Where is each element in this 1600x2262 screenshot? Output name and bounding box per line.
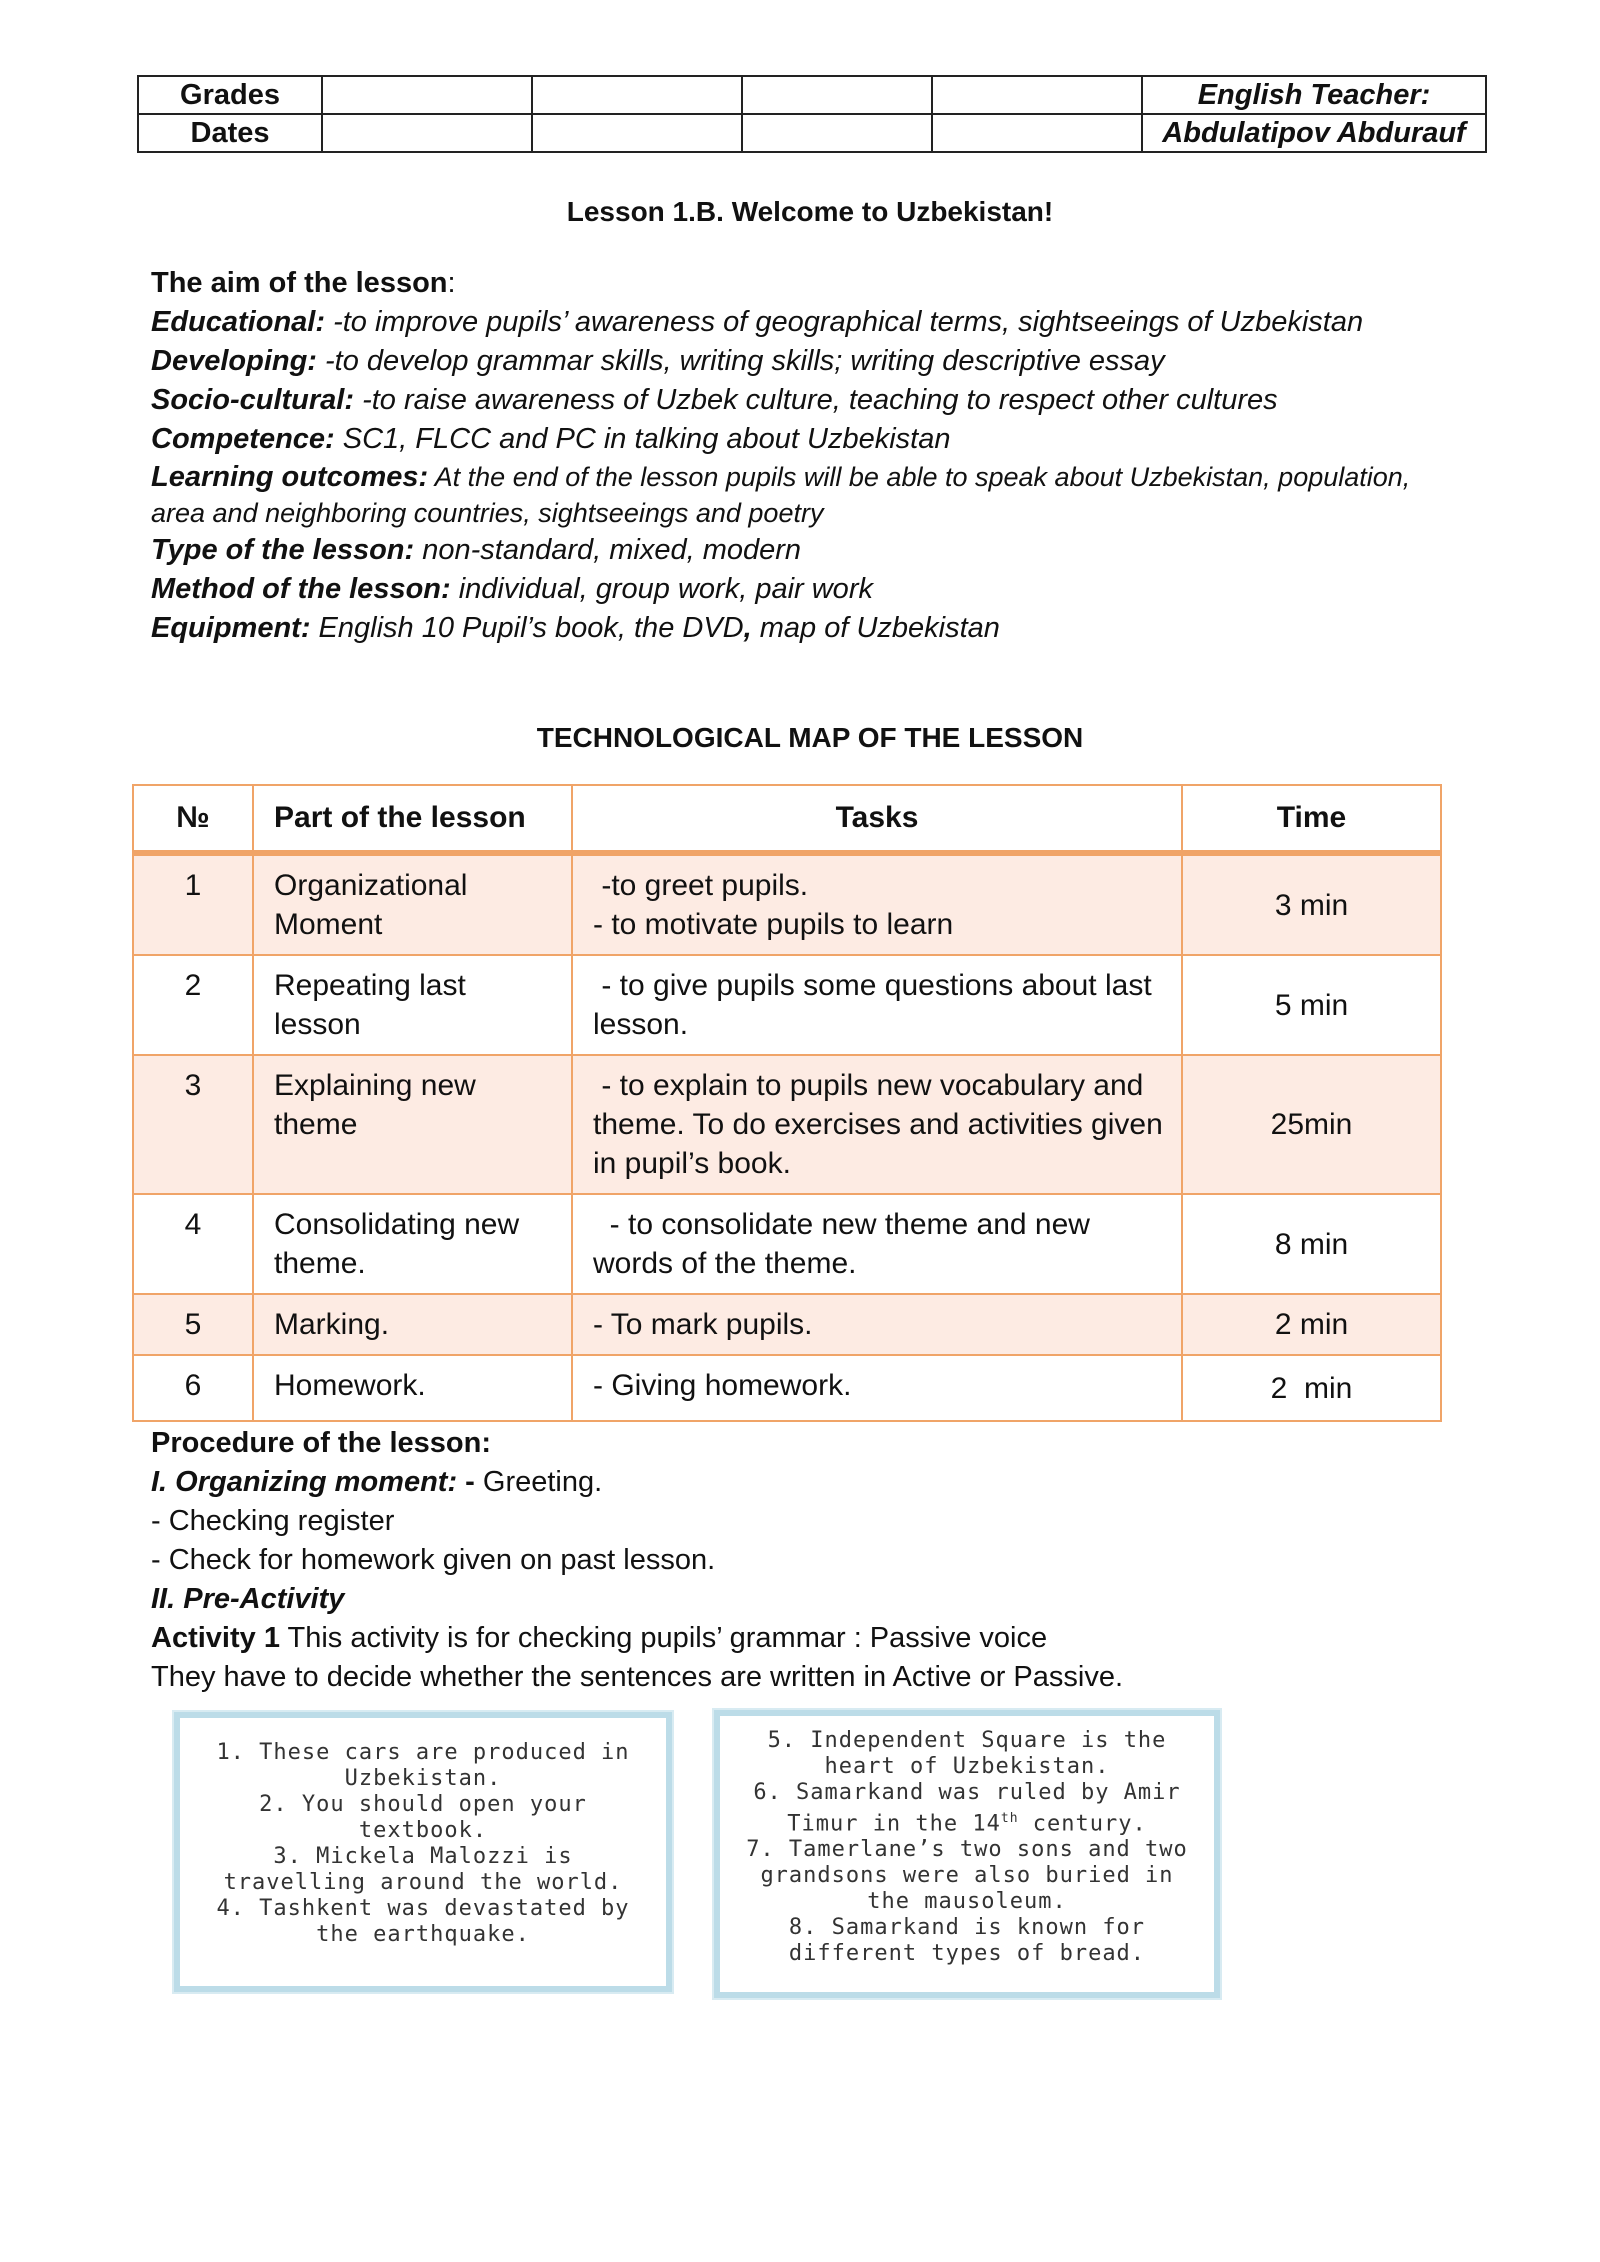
- homework-check-line: - Check for homework given on past lesson.: [151, 1544, 716, 1576]
- row-tasks: - to give pupils some questions about last lesson.: [572, 955, 1182, 1055]
- outcomes-line: [151, 459, 1471, 531]
- grades-cell: [742, 76, 932, 114]
- educational-line: [151, 303, 1471, 342]
- dates-cell: [742, 114, 932, 152]
- row-tasks: - Giving homework.: [572, 1355, 1182, 1421]
- activity-text: This activity is for checking pupils’ grammar : Passive voice: [279, 1622, 1048, 1654]
- outcomes-text: At the end of the lesson pupils will be able to speak about Uzbekistan, population, area and neighboring countries, sightseeings and poetry: [151, 462, 1411, 528]
- row-time: 2 min: [1182, 1355, 1441, 1421]
- exercise-item: 2. You should open your textbook.: [259, 1792, 587, 1843]
- equipment-text: English 10 Pupil’s book, the DVD: [310, 612, 744, 644]
- row-part: Consolidating new theme.: [253, 1194, 572, 1294]
- equipment-label: Equipment:: [151, 612, 311, 644]
- column-time: Time: [1182, 785, 1441, 853]
- row-time: 2 min: [1182, 1294, 1441, 1355]
- aims-heading: The aim of the lesson: [151, 267, 448, 299]
- dates-row: [138, 114, 1486, 152]
- row-time: 3 min: [1182, 853, 1441, 955]
- method-label: Method of the lesson:: [151, 573, 451, 605]
- sociocultural-label: Socio-cultural:: [151, 384, 355, 416]
- row-task-line: - to motivate pupils to learn: [593, 908, 954, 941]
- tech-map-table: [132, 784, 1442, 1422]
- row-part: Marking.: [253, 1294, 572, 1355]
- exercise-item-text: 6. Samarkand was ruled by Amir Timur in the 14: [753, 1780, 1181, 1837]
- dates-cell: [932, 114, 1142, 152]
- row-number: 5: [133, 1294, 253, 1355]
- exercise-item: 8. Samarkand is known for different types of bread.: [788, 1915, 1146, 1967]
- row-part: Homework.: [253, 1355, 572, 1421]
- exercise-item-text-end: century.: [1018, 1811, 1147, 1837]
- table-row: [133, 955, 1441, 1055]
- table-row: [133, 1055, 1441, 1194]
- exercise-item: 5. Independent Square is the heart of Uzbekistan.: [767, 1728, 1167, 1779]
- type-line: [151, 531, 1471, 570]
- organizing-moment-label: I. Organizing moment:: [151, 1466, 458, 1498]
- tech-map-title: TECHNOLOGICAL MAP OF THE LESSON: [536, 722, 1084, 753]
- teacher-name: Abdulatipov Abdurauf: [1142, 114, 1486, 152]
- pre-activity-text: II. Pre-Activity: [151, 1583, 345, 1615]
- exercise-item: 3. Mickela Malozzi is travelling around the world.: [223, 1844, 623, 1895]
- row-number: 3: [133, 1055, 253, 1194]
- exercise-item: 7. Tamerlane’s two sons and two grandsons were also buried in the mausoleum.: [746, 1837, 1188, 1915]
- lesson-procedure: [151, 1424, 1471, 1697]
- equipment-text-end: map of Uzbekistan: [751, 612, 1000, 644]
- column-part: Part of the lesson: [253, 785, 572, 853]
- row-tasks: [572, 853, 1182, 955]
- organizing-text: Greeting.: [482, 1466, 603, 1498]
- method-text: individual, group work, pair work: [450, 573, 873, 605]
- exercise-item: [734, 1780, 1200, 1837]
- pre-activity-heading: [151, 1580, 1471, 1619]
- grades-cell: [322, 76, 532, 114]
- method-line: [151, 570, 1471, 609]
- grades-label: Grades: [138, 76, 322, 114]
- type-label: Type of the lesson:: [151, 534, 415, 566]
- exercise-item: 4. Tashkent was devastated by the earthquake.: [216, 1896, 630, 1947]
- educational-label: Educational:: [151, 306, 326, 338]
- row-time: 5 min: [1182, 955, 1441, 1055]
- row-tasks: - to explain to pupils new vocabulary and theme. To do exercises and activities given in pupil’s book.: [572, 1055, 1182, 1194]
- teacher-label: English Teacher:: [1142, 76, 1486, 114]
- header-table: [137, 75, 1487, 153]
- organizing-moment-line: [151, 1463, 1471, 1502]
- row-part: Organizational Moment: [253, 853, 572, 955]
- table-header-row: [133, 785, 1441, 853]
- type-text: non-standard, mixed, modern: [414, 534, 802, 566]
- column-number: №: [133, 785, 253, 853]
- developing-line: [151, 342, 1471, 381]
- developing-label: Developing:: [151, 345, 317, 377]
- competence-line: [151, 420, 1471, 459]
- aims-heading-colon: :: [447, 267, 456, 299]
- row-number: 4: [133, 1194, 253, 1294]
- equipment-line: [151, 609, 1471, 648]
- equipment-comma: ,: [743, 612, 752, 644]
- exercise-box-2: [714, 1710, 1220, 1998]
- dates-label: Dates: [138, 114, 322, 152]
- dates-cell: [532, 114, 742, 152]
- activity-label: Activity 1: [151, 1622, 280, 1654]
- row-part: Explaining new theme: [253, 1055, 572, 1194]
- competence-label: Competence:: [151, 423, 335, 455]
- grades-cell: [932, 76, 1142, 114]
- row-number: 2: [133, 955, 253, 1055]
- row-number: 6: [133, 1355, 253, 1421]
- table-row: [133, 1194, 1441, 1294]
- outcomes-label: Learning outcomes:: [151, 461, 429, 493]
- activity-line: [151, 1619, 1471, 1658]
- row-part: Repeating last lesson: [253, 955, 572, 1055]
- row-tasks: - to consolidate new theme and new words of the theme.: [572, 1194, 1182, 1294]
- grades-cell: [532, 76, 742, 114]
- column-tasks: Tasks: [572, 785, 1182, 853]
- educational-text: -to improve pupils’ awareness of geographical terms, sightseeings of Uzbekistan: [325, 306, 1364, 338]
- row-time: 25min: [1182, 1055, 1441, 1194]
- exercise-item-sup: th: [1000, 1811, 1019, 1826]
- competence-text: SC1, FLCC and PC in talking about Uzbekistan: [334, 423, 951, 455]
- procedure-heading: [151, 1424, 1471, 1463]
- row-time: 8 min: [1182, 1194, 1441, 1294]
- procedure-heading-text: Procedure of the lesson:: [151, 1427, 492, 1459]
- row-task-line: -to greet pupils.: [593, 869, 809, 902]
- exercise-box-1: [174, 1712, 672, 1992]
- developing-text: -to develop grammar skills, writing skills; writing descriptive essay: [316, 345, 1165, 377]
- organizing-dash: -: [457, 1466, 483, 1498]
- aims-heading-line: [151, 264, 1471, 303]
- table-row: [133, 1294, 1441, 1355]
- dates-cell: [322, 114, 532, 152]
- row-number: 1: [133, 853, 253, 955]
- table-row: [133, 853, 1441, 955]
- lesson-aims: [151, 264, 1471, 648]
- grades-row: [138, 76, 1486, 114]
- lesson-title: Lesson 1.B. Welcome to Uzbekistan!: [566, 196, 1054, 227]
- row-tasks: - To mark pupils.: [572, 1294, 1182, 1355]
- table-row: [133, 1355, 1441, 1421]
- activity-instructions: They have to decide whether the sentences are written in Active or Passive.: [151, 1661, 1124, 1693]
- register-line: - Checking register: [151, 1505, 395, 1537]
- sociocultural-text: -to raise awareness of Uzbek culture, teaching to respect other cultures: [354, 384, 1278, 416]
- exercise-item: 1. These cars are produced in Uzbekistan.: [216, 1740, 630, 1791]
- sociocultural-line: [151, 381, 1471, 420]
